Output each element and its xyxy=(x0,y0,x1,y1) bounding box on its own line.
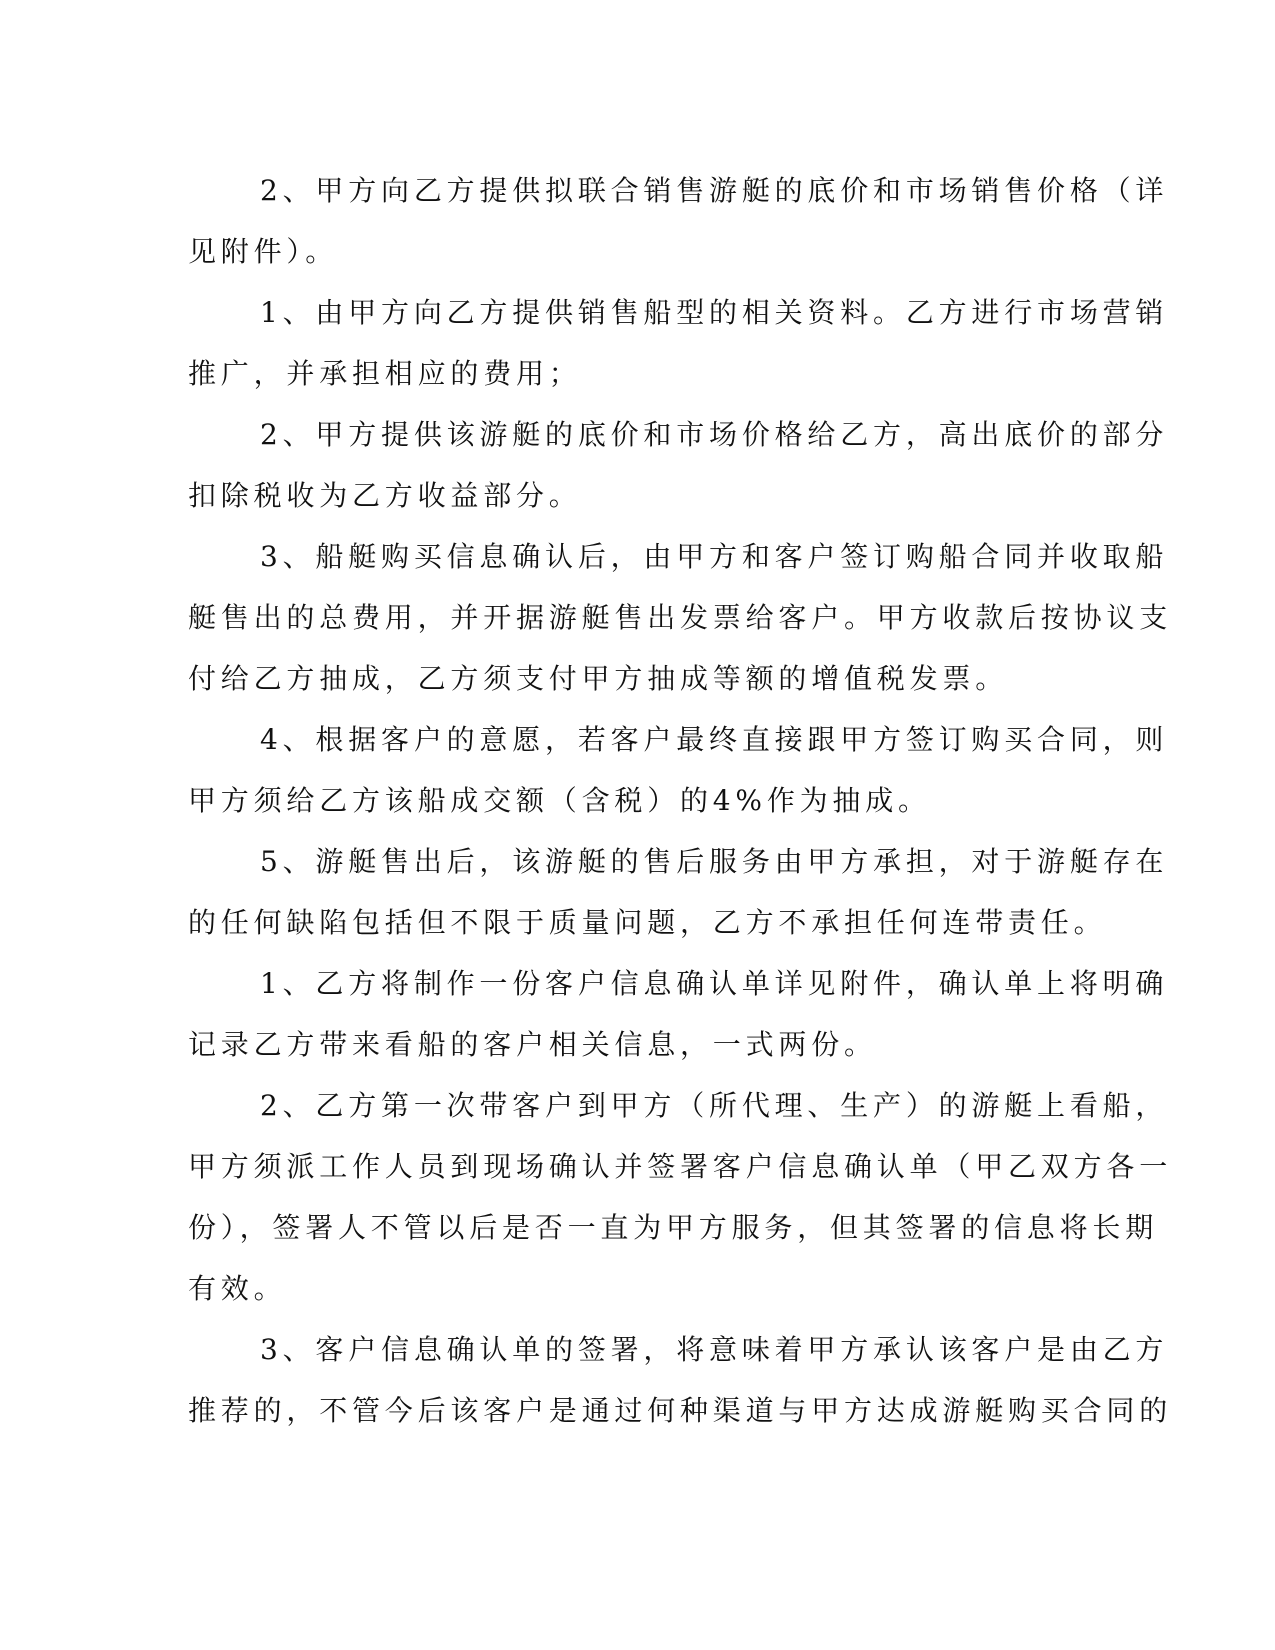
text-line: 甲方须给乙方该船成交额（含税）的4%作为抽成。 xyxy=(188,784,931,817)
text-line: 记录乙方带来看船的客户相关信息，一式两份。 xyxy=(188,1028,877,1061)
text-line: 3、客户信息确认单的签署，将意味着甲方承认该客户是由乙方 xyxy=(260,1333,1169,1366)
text-line: 见附件）。 xyxy=(188,235,339,268)
text-line: 4、根据客户的意愿，若客户最终直接跟甲方签订购买合同，则 xyxy=(260,723,1169,756)
text-line: 份），签署人不管以后是否一直为甲方服务，但其签署的信息将长期 xyxy=(188,1211,1159,1244)
text-line: 甲方须派工作人员到现场确认并签署客户信息确认单（甲乙双方各一 xyxy=(188,1150,1173,1183)
text-line: 2、乙方第一次带客户到甲方（所代理、生产）的游艇上看船， xyxy=(260,1089,1169,1122)
text-line: 艇售出的总费用，并开据游艇售出发票给客户。甲方收款后按协议支 xyxy=(188,601,1173,634)
text-line: 有效。 xyxy=(188,1272,287,1305)
text-line: 1、由甲方向乙方提供销售船型的相关资料。乙方进行市场营销 xyxy=(260,296,1169,329)
text-line: 推荐的，不管今后该客户是通过何种渠道与甲方达成游艇购买合同的 xyxy=(188,1394,1173,1427)
text-line: 1、乙方将制作一份客户信息确认单详见附件，确认单上将明确 xyxy=(260,967,1169,1000)
text-line: 推广，并承担相应的费用； xyxy=(188,357,582,390)
text-line: 3、船艇购买信息确认后，由甲方和客户签订购船合同并收取船 xyxy=(260,540,1169,573)
text-line: 2、甲方提供该游艇的底价和市场价格给乙方，高出底价的部分 xyxy=(260,418,1169,451)
text-line: 扣除税收为乙方收益部分。 xyxy=(188,479,582,512)
text-line: 付给乙方抽成，乙方须支付甲方抽成等额的增值税发票。 xyxy=(188,662,1009,695)
text-line: 5、游艇售出后，该游艇的售后服务由甲方承担，对于游艇存在 xyxy=(260,845,1169,878)
text-line: 的任何缺陷包括但不限于质量问题，乙方不承担任何连带责任。 xyxy=(188,906,1107,939)
text-line: 2、甲方向乙方提供拟联合销售游艇的底价和市场销售价格（详 xyxy=(260,174,1169,207)
document-body xyxy=(188,160,1173,1441)
